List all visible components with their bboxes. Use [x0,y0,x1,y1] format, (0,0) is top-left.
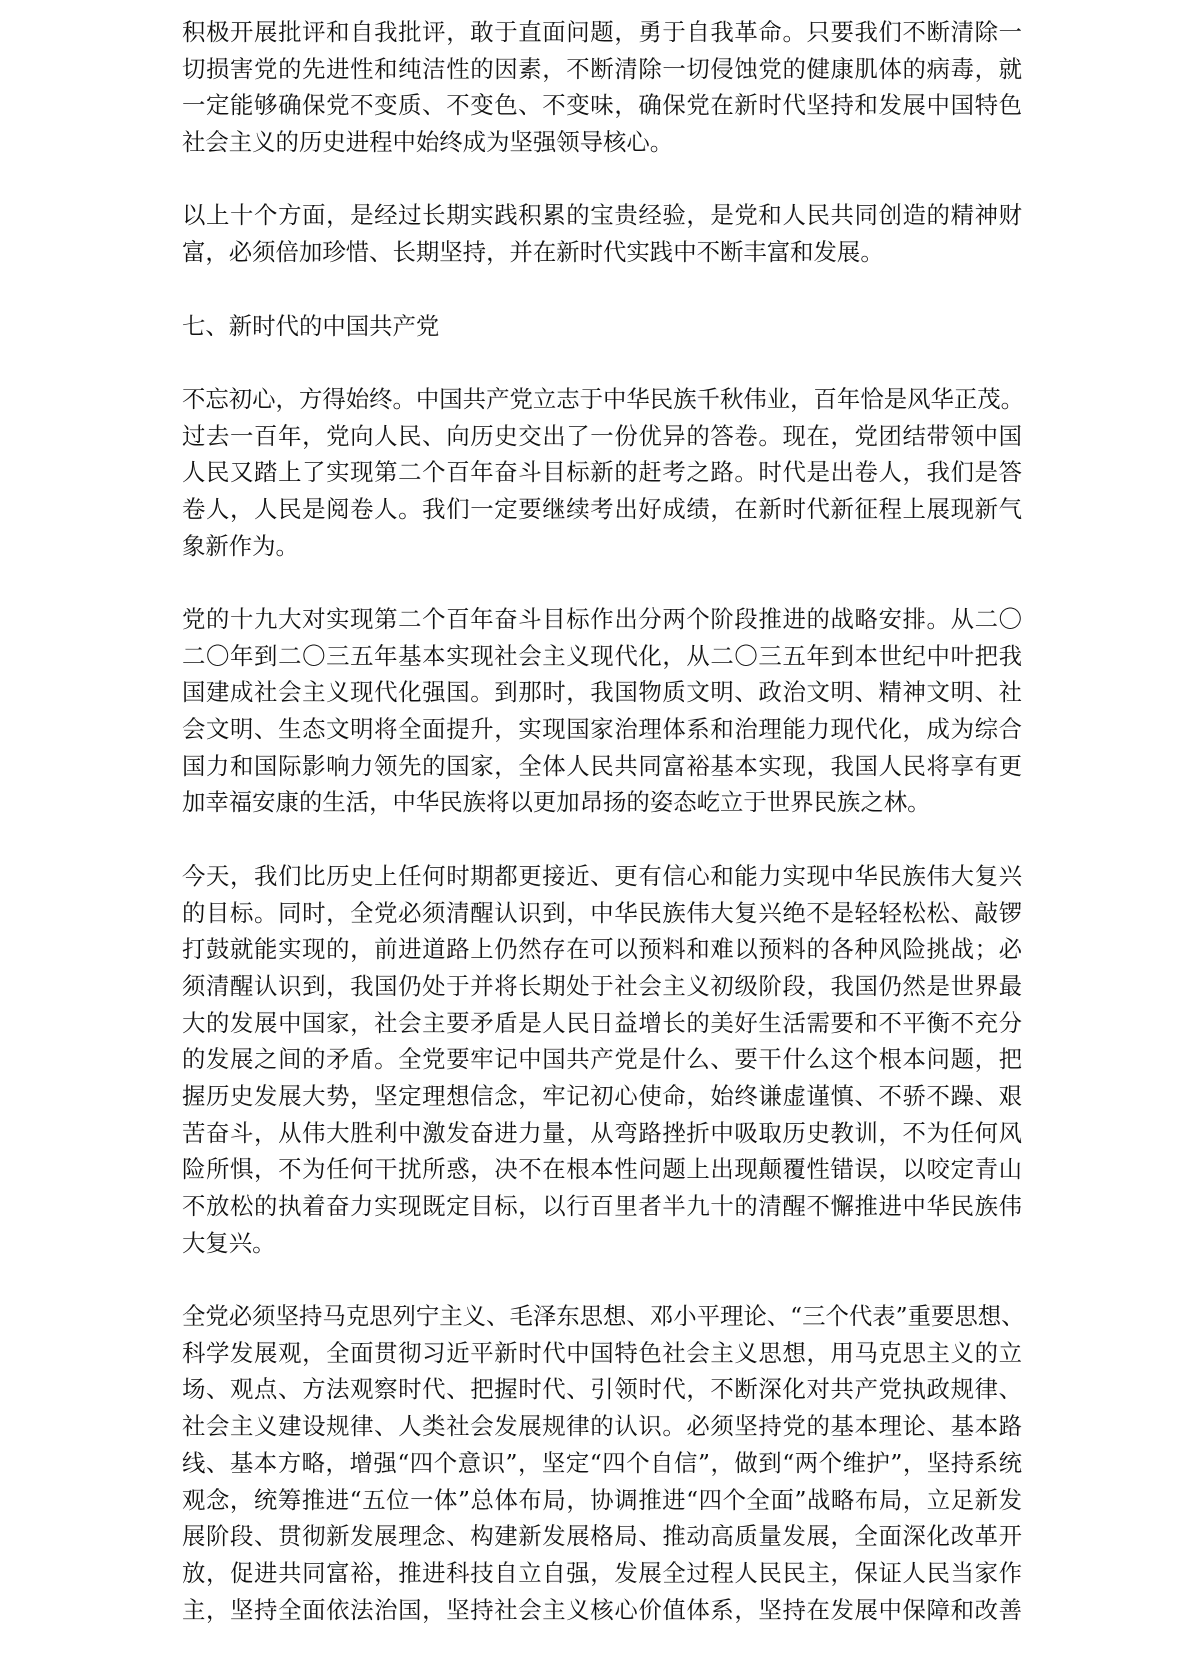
paragraph-self-revolution [182,14,1022,161]
text-line: 的发展之间的矛盾。全党要牢记中国共产党是什么、要干什么这个根本问题，把 [182,1045,1022,1074]
text-line: 观念，统筹推进“五位一体”总体布局，协调推进“四个全面”战略布局，立足新发 [182,1485,1022,1514]
text-line: 大的发展中国家，社会主要矛盾是人民日益增长的美好生活需要和不平衡不充分 [182,1008,1022,1037]
text-line: 场、观点、方法观察时代、把握时代、引领时代，不断深化对共产党执政规律、 [182,1375,1022,1404]
text-line: 社会主义的历史进程中始终成为坚强领导核心。 [182,128,674,157]
text-line: 卷人，人民是阅卷人。我们一定要继续考出好成绩，在新时代新征程上展现新气 [182,494,1022,523]
text-line: 今天，我们比历史上任何时期都更接近、更有信心和能力实现中华民族伟大复兴 [182,861,1022,890]
text-line: 会文明、生态文明将全面提升，实现国家治理体系和治理能力现代化，成为综合 [182,715,1022,744]
paragraph-whole-party [182,1298,1025,1628]
text-line: 富，必须倍加珍惜、长期坚持，并在新时代实践中不断丰富和发展。 [182,238,884,267]
text-line: 过去一百年，党向人民、向历史交出了一份优异的答卷。现在，党团结带领中国 [182,421,1022,450]
text-line: 党的十九大对实现第二个百年奋斗目标作出分两个阶段推进的战略安排。从二〇 [182,605,1022,633]
text-line: 主，坚持全面依法治国，坚持社会主义核心价值体系，坚持在发展中保障和改善 [182,1595,1022,1624]
text-line: 不放松的执着奋力实现既定目标，以行百里者半九十的清醒不懈推进中华民族伟 [182,1192,1022,1220]
text-line: 线、基本方略，增强“四个意识”，坚定“四个自信”，做到“两个维护”，坚持系统 [182,1448,1022,1477]
paragraph-original-aspiration [182,381,1025,564]
text-line: 二〇年到二〇三五年基本实现社会主义现代化，从二〇三五年到本世纪中叶把我 [182,641,1022,670]
text-line: 打鼓就能实现的，前进道路上仍然存在可以预料和难以预料的各种风险挑战；必 [182,935,1022,964]
paragraph-ten-aspects [182,197,1022,270]
text-line: 加幸福安康的生活，中华民族将以更加昂扬的姿态屹立于世界民族之林。 [182,788,931,817]
text-line: 积极开展批评和自我批评，敢于直面问题，勇于自我革命。只要我们不断清除一 [182,18,1022,46]
text-line: 的目标。同时，全党必须清醒认识到，中华民族伟大复兴绝不是轻轻松松、敲锣 [182,898,1022,927]
text-line: 放，促进共同富裕，推进科技自立自强，发展全过程人民民主，保证人民当家作 [182,1558,1022,1587]
text-line: 以上十个方面，是经过长期实践积累的宝贵经验，是党和人民共同创造的精神财 [182,201,1022,230]
text-line: 象新作为。 [182,531,299,560]
text-line: 一定能够确保党不变质、不变色、不变味，确保党在新时代坚持和发展中国特色 [182,91,1022,120]
text-line: 险所惧，不为任何干扰所惑，决不在根本性问题上出现颠覆性错误，以咬定青山 [182,1155,1022,1184]
text-line: 社会主义建设规律、人类社会发展规律的认识。必须坚持党的基本理论、基本路 [182,1412,1022,1441]
text-line: 国建成社会主义现代化强国。到那时，我国物质文明、政治文明、精神文明、社 [182,678,1022,707]
paragraph-today [182,858,1022,1262]
text-line: 不忘初心，方得始终。中国共产党立志于中华民族千秋伟业，百年恰是风华正茂。 [182,384,1025,413]
text-line: 须清醒认识到，我国仍处于并将长期处于社会主义初级阶段，我国仍然是世界最 [182,971,1022,1000]
text-line: 大复兴。 [182,1228,276,1257]
text-line: 全党必须坚持马克思列宁主义、毛泽东思想、邓小平理论、“三个代表”重要思想、 [182,1302,1025,1331]
text-line: 握历史发展大势，坚定理想信念，牢记初心使命，始终谦虚谨慎、不骄不躁、艰 [182,1081,1022,1110]
text-line: 展阶段、贯彻新发展理念、构建新发展格局、推动高质量发展，全面深化改革开 [182,1522,1022,1551]
section-title: 七、新时代的中国共产党 [182,311,440,340]
paragraph-nineteenth-congress [182,601,1022,821]
text-line: 人民又踏上了实现第二个百年奋斗目标新的赶考之路。时代是出卷人，我们是答 [182,458,1022,487]
text-line: 苦奋斗，从伟大胜利中激发奋进力量，从弯路挫折中吸取历史教训，不为任何风 [182,1118,1022,1147]
text-line: 科学发展观，全面贯彻习近平新时代中国特色社会主义思想，用马克思主义的立 [182,1338,1022,1367]
document-page [182,14,1025,1665]
text-line: 切损害党的先进性和纯洁性的因素，不断清除一切侵蚀党的健康肌体的病毒，就 [182,54,1022,83]
section-heading [182,308,1022,345]
text-line: 国力和国际影响力领先的国家，全体人民共同富裕基本实现，我国人民将享有更 [182,751,1022,780]
